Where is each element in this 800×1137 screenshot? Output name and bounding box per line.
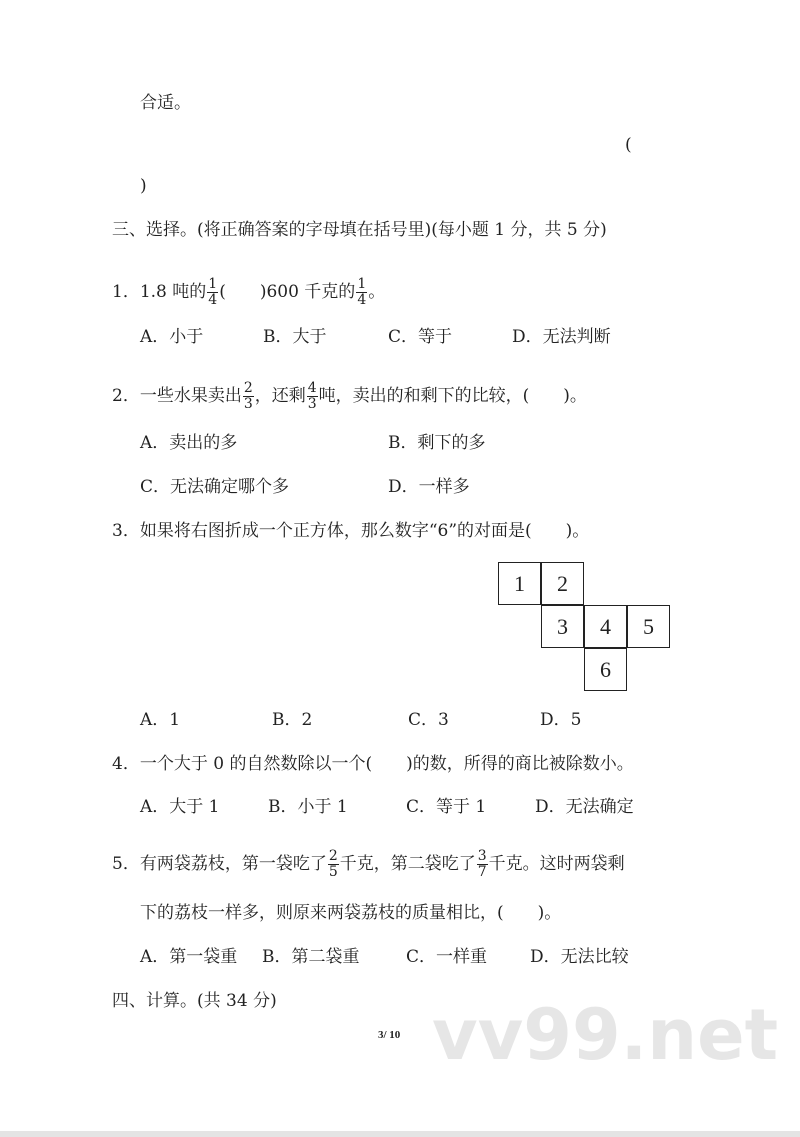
- question-5: 5．有两袋荔枝，第一袋吃了 $\frac{2}{5}$ 千克，第二袋吃了 $\frac{3}{7}$ 千克。这时两袋剩: [112, 848, 625, 880]
- answer-paren-close: ): [140, 176, 147, 196]
- option-d: D．无法判断: [512, 327, 611, 347]
- question-2: 2．一些水果卖出 $\frac{2}{3}$ ，还剩 $\frac{4}{3}$ 吨，卖出的和剩下的比较，( )。: [112, 380, 587, 412]
- option-a: A．第一袋重: [140, 947, 238, 967]
- page-number: 3/ 10: [378, 1029, 401, 1041]
- question-3: 3．如果将右图折成一个正方体，那么数字“6”的对面是( )。: [112, 521, 590, 541]
- fraction: $\frac{3}{7}$: [477, 848, 487, 880]
- question-5-line-2: 下的荔枝一样多，则原来两袋荔枝的质量相比，( )。: [140, 903, 562, 923]
- option-c: C．等于 1: [406, 797, 487, 817]
- fraction: $\frac{1}{4}$: [357, 276, 367, 308]
- net-cell: 5: [627, 605, 670, 648]
- net-cell: 6: [584, 648, 627, 691]
- option-a: A．卖出的多: [140, 433, 238, 453]
- fraction: $\frac{1}{4}$: [208, 276, 218, 308]
- option-c: C．无法确定哪个多: [140, 477, 290, 497]
- net-cell: 4: [584, 605, 627, 648]
- section-4-title: 四、计算。(共 34 分): [112, 991, 277, 1011]
- option-c: C．3: [408, 710, 449, 730]
- watermark: vv99.net: [432, 994, 779, 1076]
- option-b: B．大于: [263, 327, 327, 347]
- fraction: $\frac{4}{3}$: [307, 380, 317, 412]
- option-a: A．1: [140, 710, 181, 730]
- option-b: B．第二袋重: [262, 947, 360, 967]
- fraction: $\frac{2}{5}$: [328, 848, 338, 880]
- section-3-title: 三、选择。(将正确答案的字母填在括号里)(每小题 1 分，共 5 分): [112, 220, 607, 240]
- option-c: C．等于: [388, 327, 453, 347]
- question-4: 4．一个大于 0 的自然数除以一个( )的数，所得的商比被除数小。: [112, 754, 634, 774]
- option-c: C．一样重: [406, 947, 488, 967]
- option-d: D．5: [540, 710, 582, 730]
- option-a: A．大于 1: [140, 797, 220, 817]
- answer-paren-open: (: [625, 135, 632, 155]
- option-d: D．无法比较: [530, 947, 629, 967]
- option-d: D．一样多: [388, 477, 470, 497]
- fraction: $\frac{2}{3}$: [243, 380, 253, 412]
- option-a: A．小于: [140, 327, 204, 347]
- option-b: B．剩下的多: [388, 433, 486, 453]
- question-1: 1．1.8 吨的 $\frac{1}{4}$ ( )600 千克的 $\frac{1}{4}$ 。: [112, 276, 386, 308]
- option-b: B．小于 1: [268, 797, 348, 817]
- net-cell: 1: [498, 562, 541, 605]
- net-cell: 3: [541, 605, 584, 648]
- page-bottom-edge: [0, 1131, 800, 1137]
- net-cell: 2: [541, 562, 584, 605]
- option-d: D．无法确定: [535, 797, 634, 817]
- prev-question-tail: 合适。: [140, 93, 191, 113]
- option-b: B．2: [272, 710, 313, 730]
